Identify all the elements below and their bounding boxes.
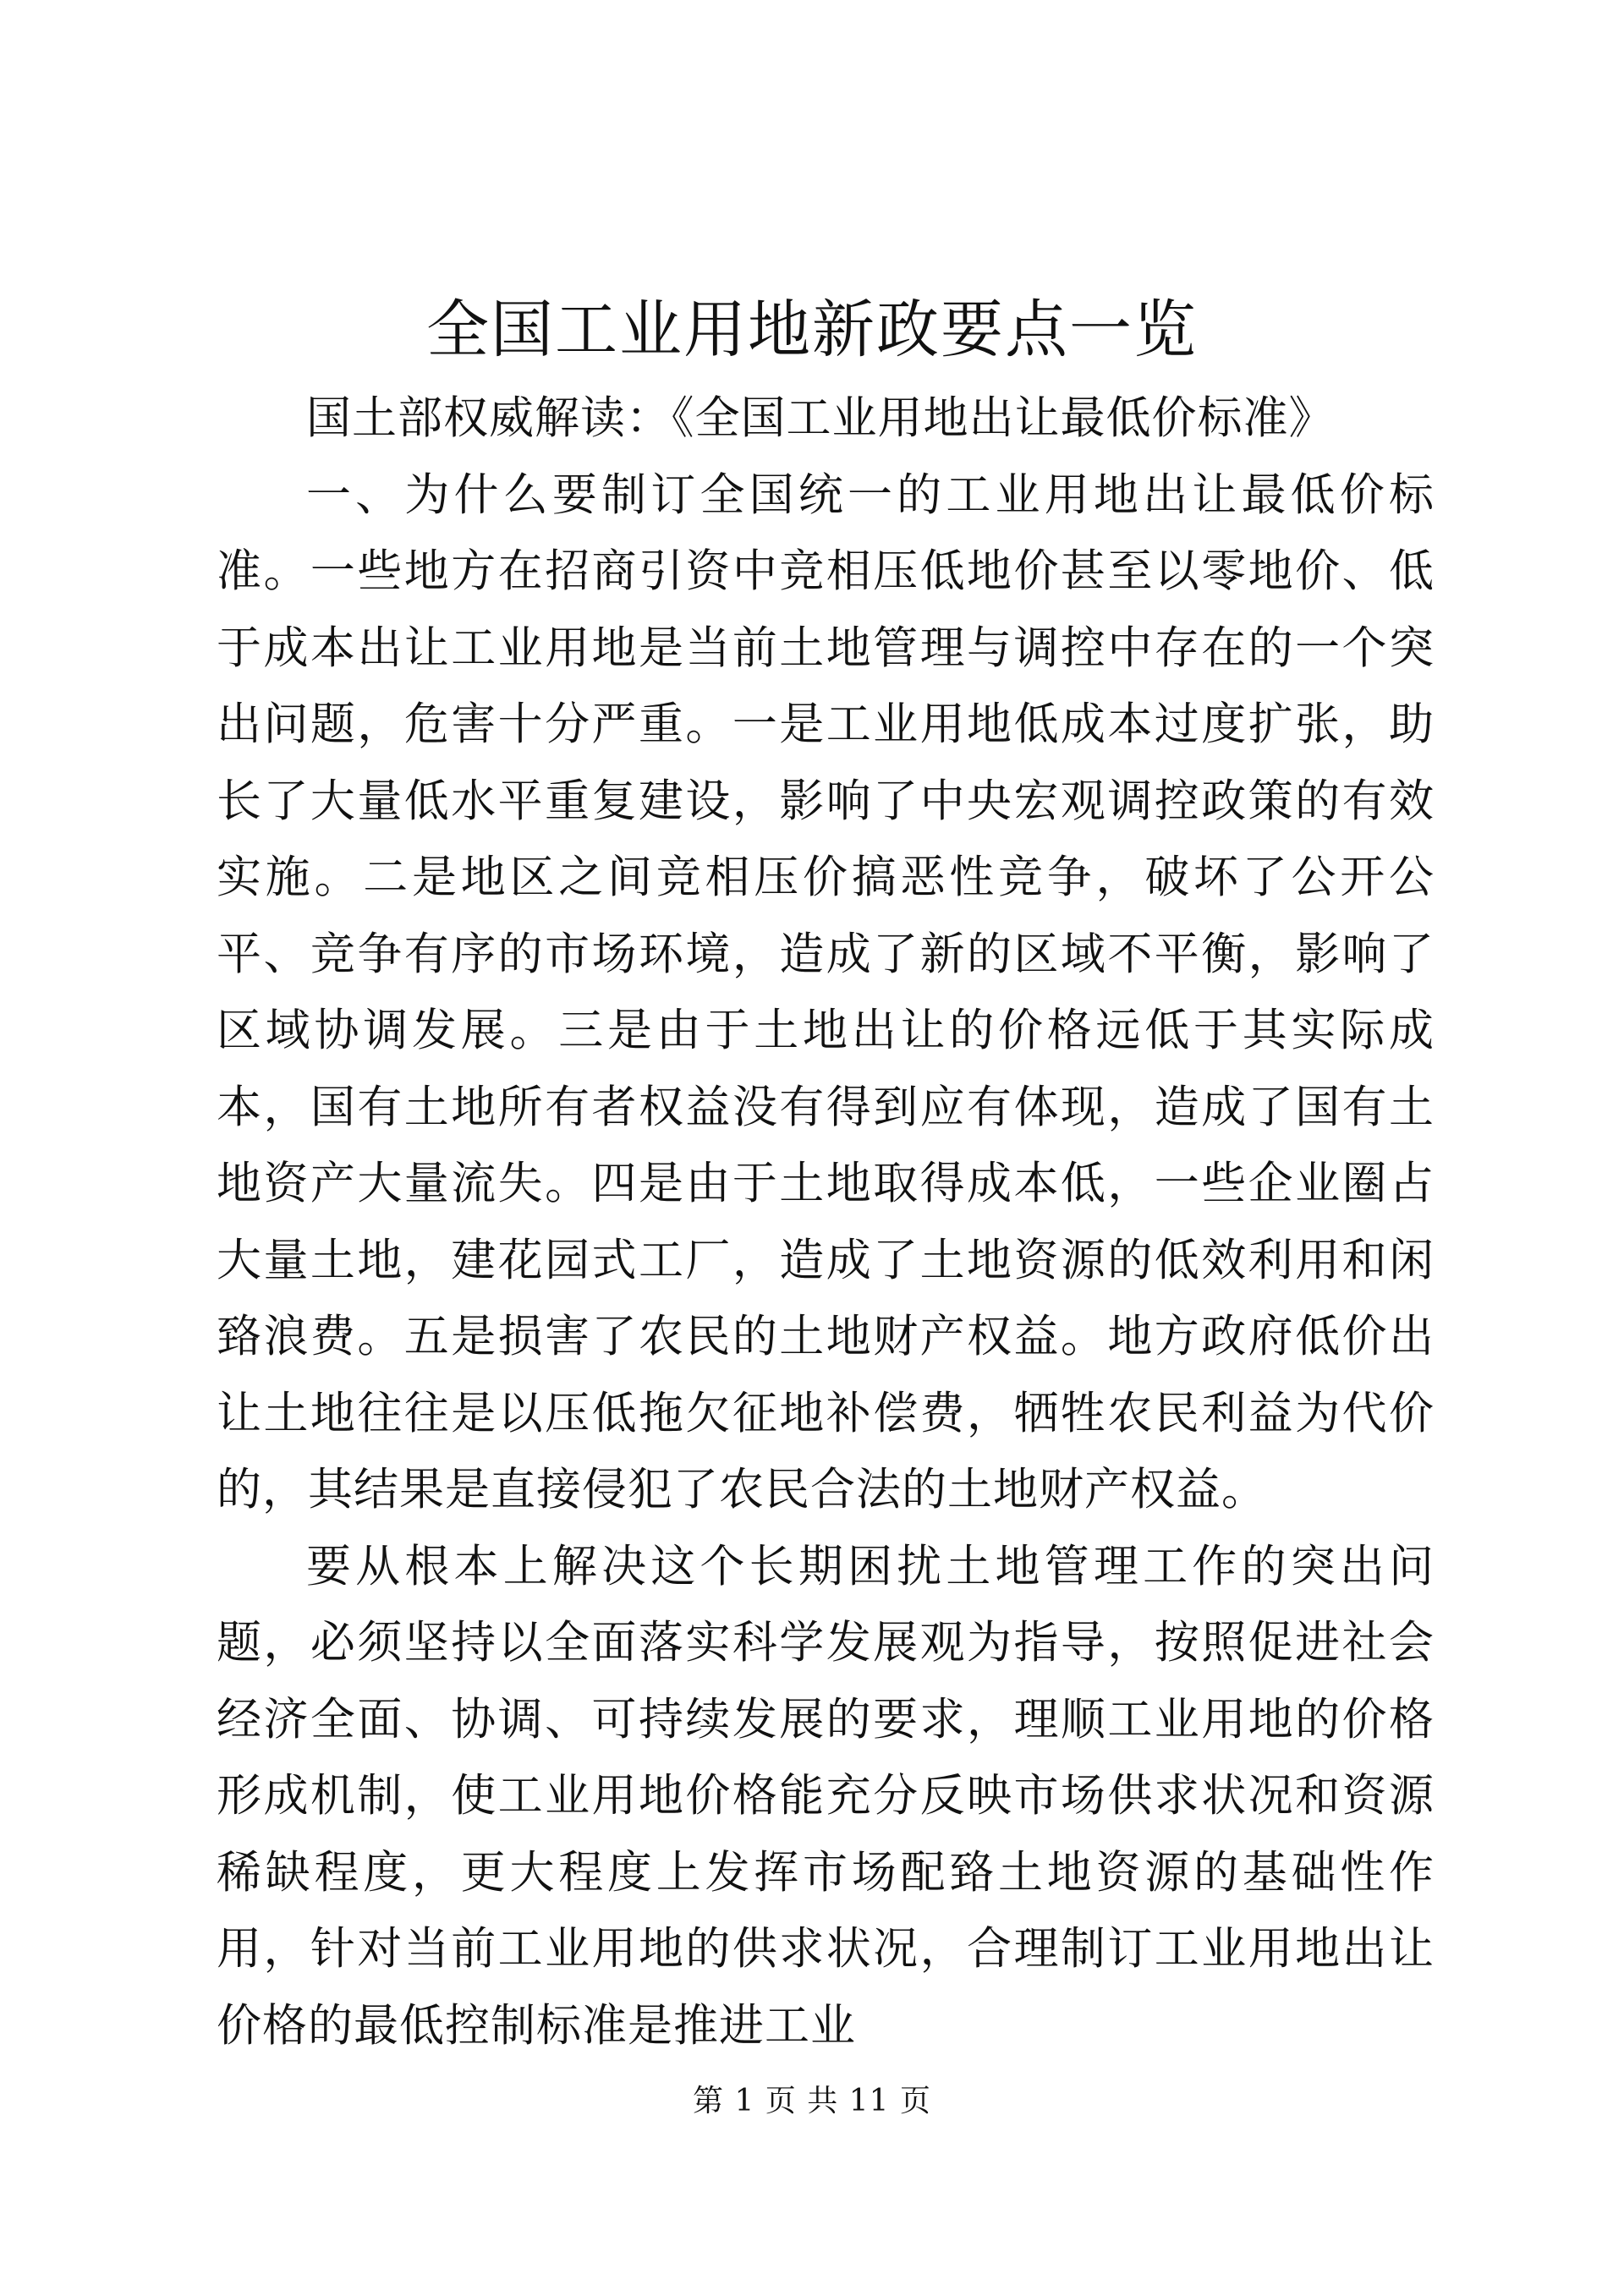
document-body — [217, 381, 1435, 2064]
paragraph-1: 一、为什么要制订全国统一的工业用地出让最低价标准。一些地方在招商引资中竞相压低地价甚至以零地价、低于成本出让工业用地是当前土地管理与调控中存在的一个突出问题，危害十分严重。一是工业用地低成本过度扩张，助长了大量低水平重复建设，影响了中央宏观调控政策的有效实施。二是地区之间竞相压价搞恶性竞争，破坏了公开公平、竞争有序的市场环境，造成了新的区域不平衡，影响了区域协调发展。三是由于土地出让的价格远低于其实际成本，国有土地所有者权益没有得到应有体现，造成了国有土地资产大量流失。四是由于土地取得成本低，一些企业圈占大量土地，建花园式工厂，造成了土地资源的低效利用和闲臵浪费。五是损害了农民的土地财产权益。地方政府低价出让土地往往是以压低拖欠征地补偿费，牺牲农民利益为代价的，其结果是直接侵犯了农民合法的土地财产权益。 — [217, 469, 1435, 1515]
document-title: 全国工业用地新政要点一览 — [426, 293, 1198, 366]
paragraph-2: 要从根本上解决这个长期困扰土地管理工作的突出问题，必须坚持以全面落实科学发展观为指导，按照促进社会经济全面、协调、可持续发展的要求，理顺工业用地的价格形成机制，使工业用地价格能充分反映市场供求状况和资源稀缺程度，更大程度上发挥市场配臵土地资源的基础性作用，针对当前工业用地的供求状况，合理制订工业用地出让价格的最低控制标准是推进工业 — [217, 1540, 1435, 2052]
subheading: 国土部权威解读：《全国工业用地出让最低价标准》 — [306, 392, 1335, 444]
page-number-footer: 第 1 页 共 11 页 — [693, 2084, 931, 2118]
